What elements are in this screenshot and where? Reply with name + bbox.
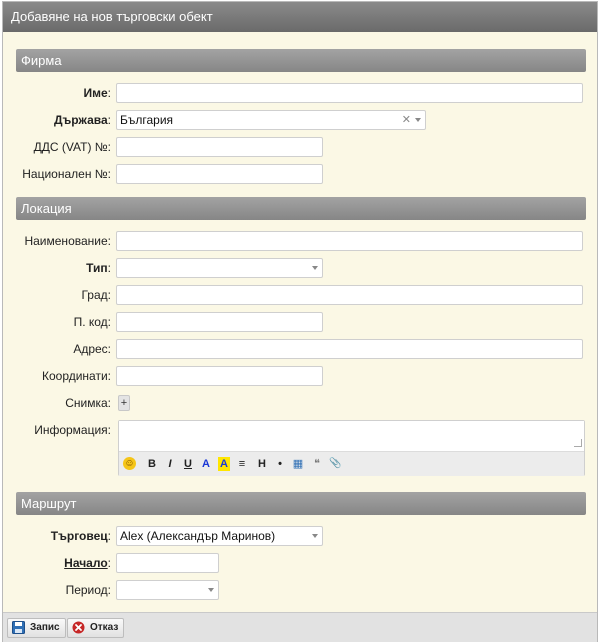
- coordinates-label: Координати:: [41, 369, 111, 383]
- chevron-down-icon[interactable]: [312, 534, 318, 538]
- country-select[interactable]: [116, 110, 426, 130]
- align-icon[interactable]: ≡: [238, 458, 246, 470]
- info-textarea[interactable]: [119, 421, 584, 451]
- name-label: Име:: [83, 86, 111, 100]
- font-color-button[interactable]: A: [202, 458, 210, 470]
- merchant-select[interactable]: [116, 526, 323, 546]
- city-label: Град:: [81, 288, 111, 302]
- cancel-button[interactable]: [67, 618, 124, 638]
- postcode-label: П. код:: [73, 315, 111, 329]
- bullet-list-icon[interactable]: •: [278, 458, 282, 470]
- title-label: Наименование:: [24, 234, 111, 248]
- city-input[interactable]: [116, 285, 583, 305]
- highlight-button[interactable]: A: [218, 457, 230, 471]
- title-input[interactable]: [116, 231, 583, 251]
- section-header-firm: Фирма: [16, 49, 586, 72]
- photo-label: Снимка:: [65, 396, 111, 410]
- heading-button[interactable]: H: [258, 458, 266, 470]
- attach-icon[interactable]: 📎: [329, 458, 342, 469]
- chevron-down-icon[interactable]: [312, 266, 318, 270]
- chevron-down-icon[interactable]: [208, 588, 214, 592]
- period-label: Период:: [65, 583, 111, 597]
- postcode-input[interactable]: [116, 312, 323, 332]
- start-input[interactable]: [116, 553, 219, 573]
- save-button[interactable]: [7, 618, 66, 638]
- type-label: Тип:: [86, 261, 111, 275]
- merchant-label: Търговец:: [50, 529, 111, 543]
- table-icon[interactable]: ▦: [292, 458, 304, 470]
- editor-toolbar: [119, 451, 584, 476]
- country-value: България: [120, 113, 174, 127]
- national-number-input[interactable]: [116, 164, 323, 184]
- cancel-icon: [72, 621, 85, 634]
- coordinates-input[interactable]: [116, 366, 323, 386]
- national-number-label: Национален №:: [22, 167, 111, 181]
- section-header-route: Маршрут: [16, 492, 586, 515]
- name-input[interactable]: [116, 83, 583, 103]
- dialog-footer: [3, 612, 597, 642]
- vat-input[interactable]: [116, 137, 323, 157]
- chevron-down-icon[interactable]: [415, 118, 421, 122]
- resize-grip-icon[interactable]: [574, 439, 582, 447]
- italic-button[interactable]: I: [168, 458, 172, 470]
- address-label: Адрес:: [73, 342, 111, 356]
- start-label: Начало:: [64, 556, 111, 570]
- type-select[interactable]: [116, 258, 323, 278]
- period-select[interactable]: [116, 580, 219, 600]
- underline-button[interactable]: U: [184, 458, 192, 470]
- add-photo-button[interactable]: +: [118, 395, 130, 411]
- address-input[interactable]: [116, 339, 583, 359]
- bold-button[interactable]: B: [148, 458, 156, 470]
- clear-icon[interactable]: ✕: [401, 114, 411, 126]
- vat-label: ДДС (VAT) №:: [33, 140, 111, 154]
- info-editor[interactable]: [118, 420, 585, 476]
- save-button-label: Запис: [30, 622, 60, 633]
- section-header-location: Локация: [16, 197, 586, 220]
- merchant-value: Alex (Александър Маринов): [120, 529, 276, 543]
- dialog-window: [2, 1, 598, 642]
- floppy-disk-icon: [12, 621, 25, 634]
- cancel-button-label: Отказ: [90, 622, 119, 633]
- quote-icon[interactable]: ❝: [314, 458, 320, 470]
- emoji-icon[interactable]: ☺: [124, 458, 135, 469]
- country-label: Държава:: [53, 113, 111, 127]
- dialog-title: Добавяне на нов търговски обект: [3, 2, 597, 32]
- info-label: Информация:: [34, 423, 111, 437]
